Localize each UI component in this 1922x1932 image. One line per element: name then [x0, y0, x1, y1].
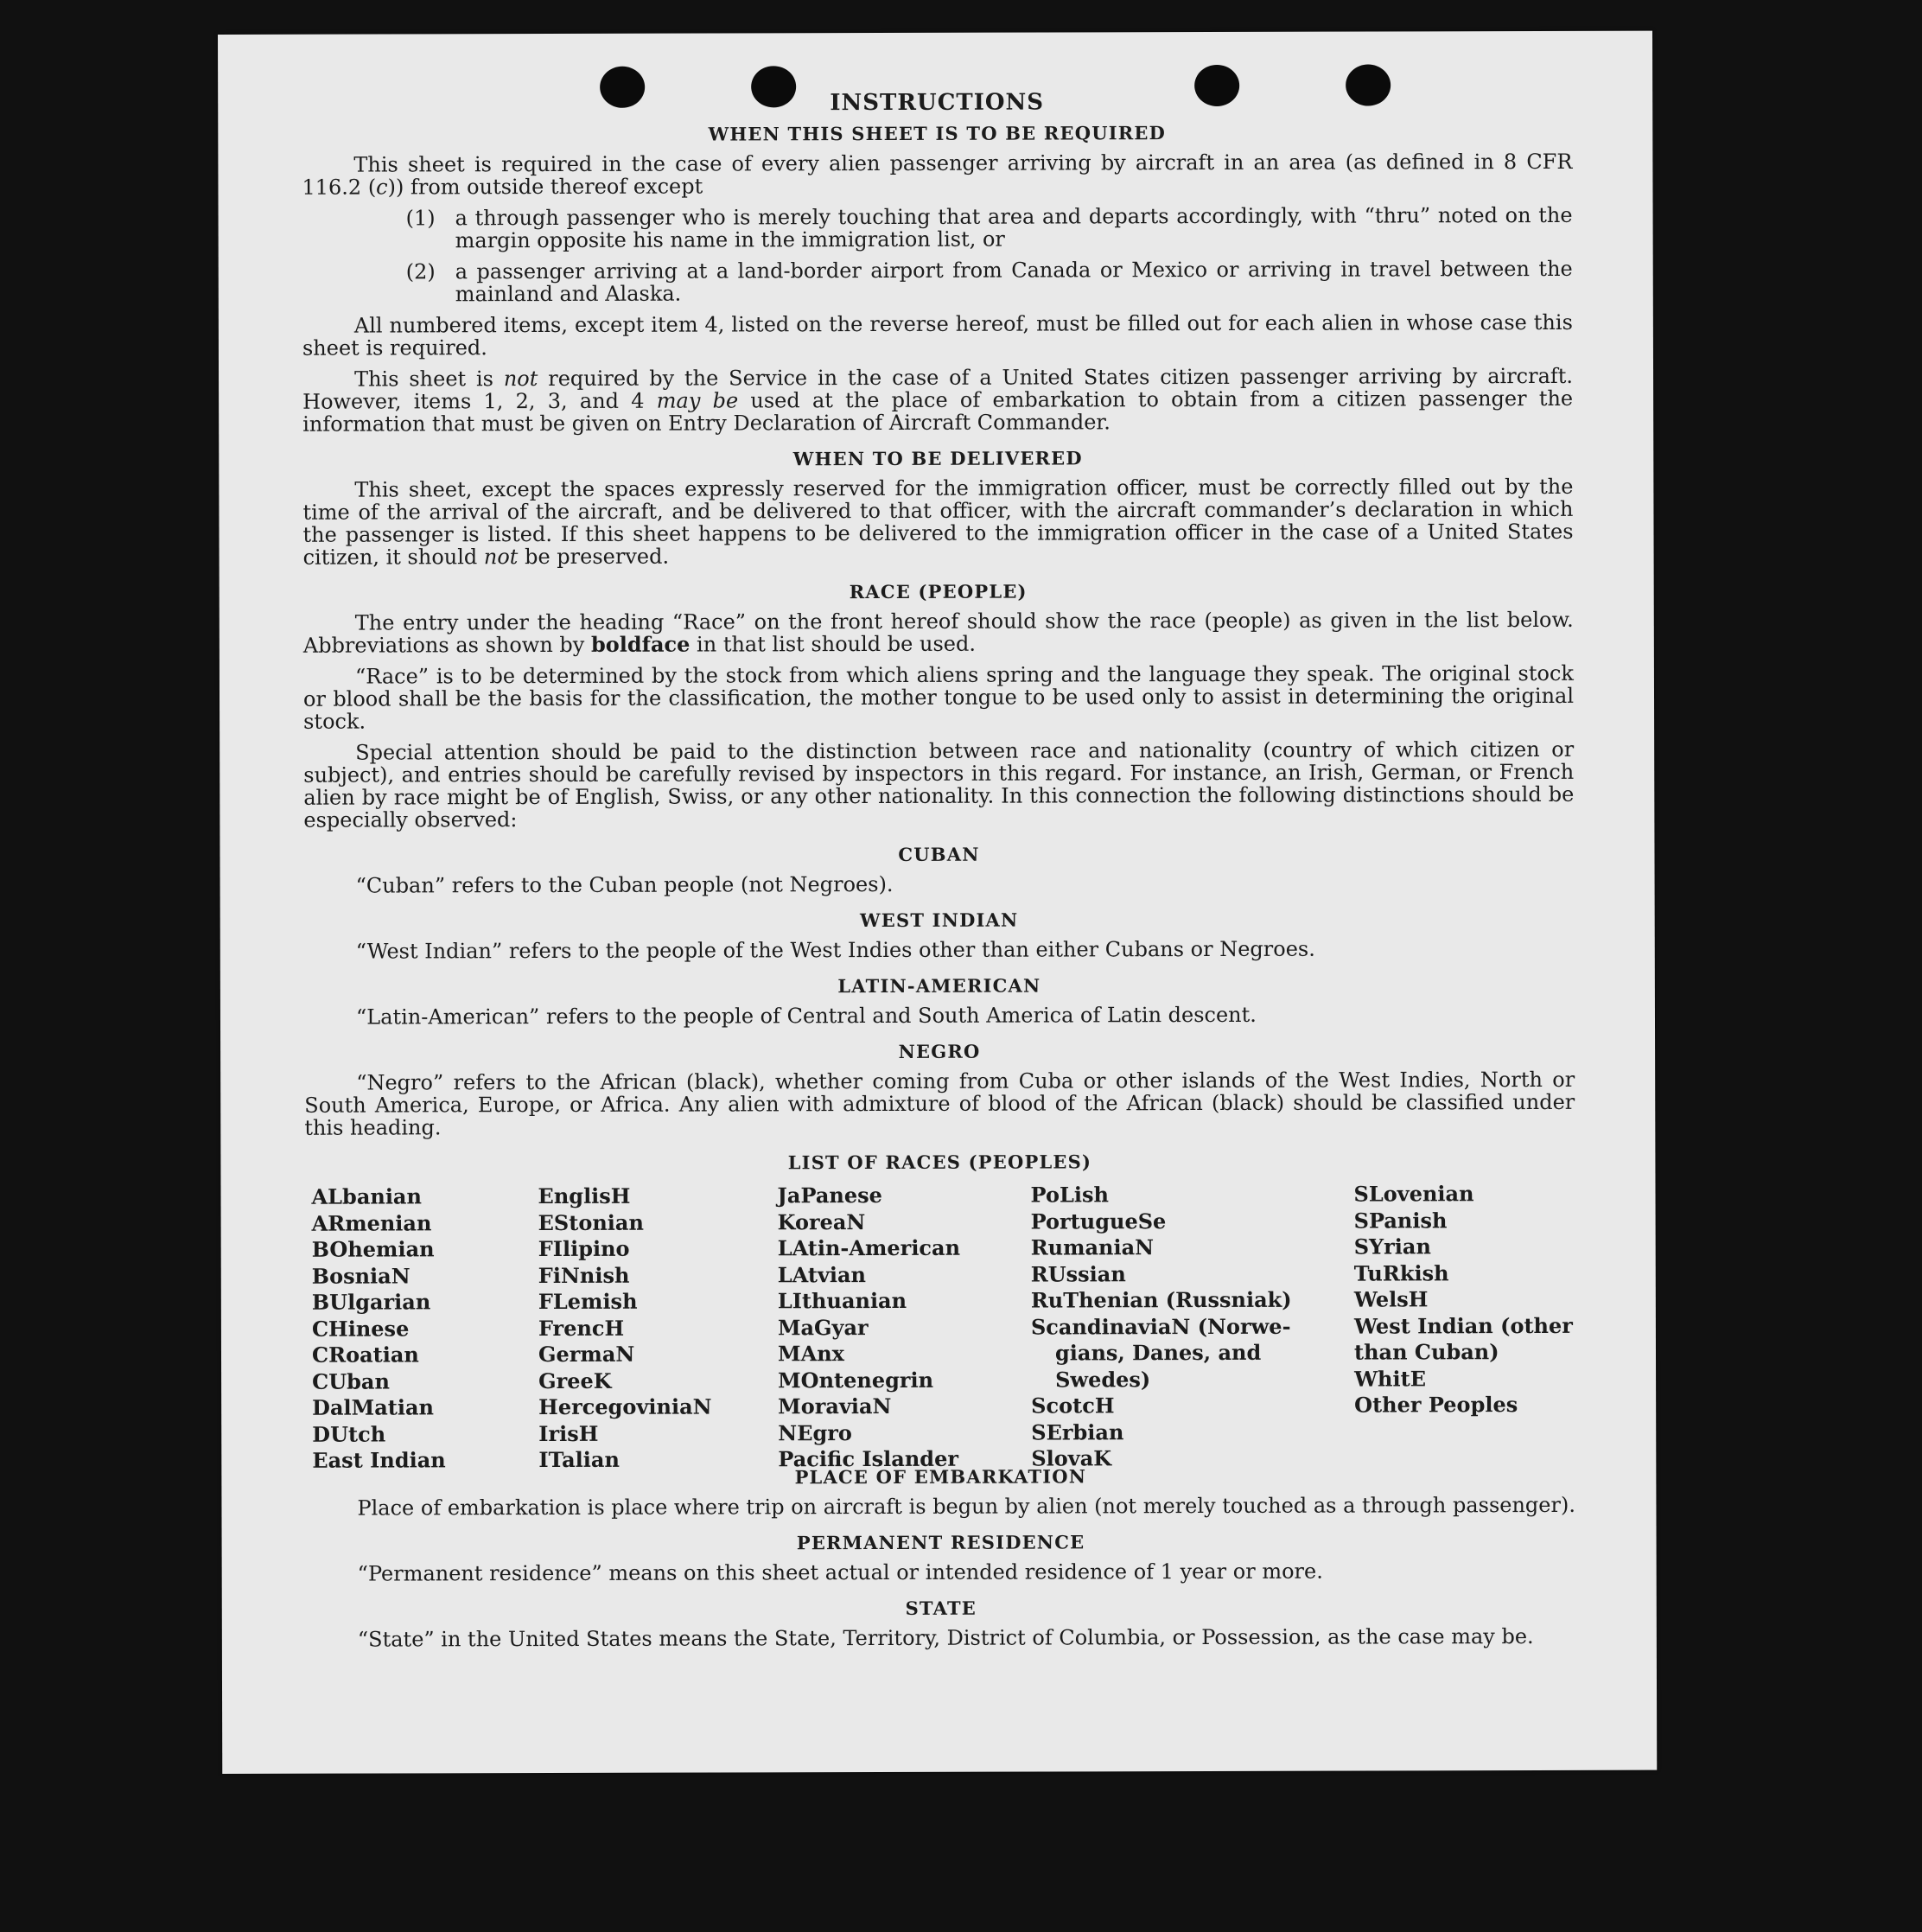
- race-item: MoraviaN: [778, 1393, 892, 1419]
- race-item: RUssian: [1030, 1260, 1126, 1287]
- race-item: FIlipino: [538, 1235, 630, 1262]
- race-item: KoreaN: [777, 1208, 866, 1234]
- paragraph: Place of embarkation is place where trip on aircraft is begun by alien (not merely touched as a through passenger).: [357, 1492, 1575, 1521]
- paragraph: This sheet is not required by the Service in the case of a United States citizen passenger arriving by aircraft. However, items 1, 2, 3, and 4 may be used at the place of embarkation to obtain from a citizen passenger the information that must be given on Entry Declaration of Aircraft Commander.: [302, 363, 1574, 437]
- race-item: Pacific Islander: [778, 1445, 959, 1472]
- race-item: LAtvian: [777, 1261, 867, 1287]
- paragraph: “Latin-American” refers to the people of Central and South America of Latin descent.: [355, 1002, 1257, 1030]
- race-item: gians, Danes, and: [1054, 1339, 1262, 1366]
- section-heading-embarkation: PLACE OF EMBARKATION: [794, 1465, 1087, 1489]
- race-item: SErbian: [1031, 1419, 1124, 1445]
- race-item: than Cuban): [1353, 1339, 1499, 1365]
- races-list: [304, 1181, 1575, 1473]
- race-item: FLemish: [538, 1288, 638, 1315]
- race-item: ALbanian: [311, 1183, 422, 1209]
- section-heading-latin-american: LATIN-AMERICAN: [837, 974, 1041, 998]
- race-item: RumaniaN: [1030, 1234, 1155, 1260]
- section-heading-residence: PERMANENT RESIDENCE: [796, 1531, 1085, 1554]
- paragraph: All numbered items, except item 4, listed on the reverse hereof, must be filled out for each alien in whose case this sheet is required.: [302, 309, 1573, 360]
- race-item: DalMatian: [312, 1394, 435, 1420]
- section-heading-delivered: WHEN TO BE DELIVERED: [792, 447, 1083, 470]
- section-heading-race: RACE (PEOPLE): [849, 580, 1028, 603]
- paragraph: “Race” is to be determined by the stock from which aliens spring and the language they speak. The original stock or blood shall be the basis for the classification, the mother tongue to be used only to assist in determining the original stock.: [302, 660, 1575, 734]
- race-item: GreeK: [538, 1368, 612, 1393]
- race-item: SYrian: [1353, 1234, 1431, 1259]
- race-item: WhitE: [1354, 1365, 1427, 1392]
- section-heading-west-indian: WEST INDIAN: [859, 909, 1019, 932]
- section-heading-cuban: CUBAN: [898, 843, 980, 865]
- races-column-2: [538, 1183, 763, 1473]
- paragraph: “Permanent residence” means on this sheet actual or intended residence of 1 year or more.: [357, 1559, 1323, 1586]
- race-item: FrencH: [538, 1315, 625, 1341]
- race-item: WelsH: [1353, 1286, 1429, 1312]
- race-item: TuRkish: [1353, 1259, 1449, 1286]
- races-column-1: [311, 1183, 519, 1474]
- race-item: DUtch: [312, 1420, 386, 1447]
- race-item: BOhemian: [311, 1236, 435, 1262]
- paragraph: “Negro” refers to the African (black), whether coming from Cuba or other islands of the West Indies, North or South America, Europe, or Africa. Any alien with admixture of blood of the African (black) should be classified under this heading.: [304, 1067, 1575, 1140]
- page-title: INSTRUCTIONS: [830, 89, 1045, 117]
- exception-item-2: (2) a passenger arriving at a land-border airport from Canada or Mexico or arriving in travel between the mainland and Alaska.: [405, 256, 1573, 307]
- section-heading-list-of-races: LIST OF RACES (PEOPLES): [787, 1151, 1092, 1174]
- race-item: CUban: [312, 1368, 390, 1394]
- instructions-body: [302, 90, 1576, 1660]
- section-heading-negro: NEGRO: [898, 1040, 981, 1062]
- race-item: FiNnish: [538, 1262, 630, 1288]
- race-item: EStonian: [538, 1209, 644, 1235]
- race-item: West Indian (other: [1353, 1312, 1573, 1339]
- paragraph: “Cuban” refers to the Cuban people (not Negroes).: [355, 871, 894, 898]
- race-item: Swedes): [1055, 1366, 1151, 1392]
- race-item: RuThenian (Russniak): [1030, 1286, 1292, 1313]
- race-item: ITalian: [538, 1446, 620, 1473]
- race-item: SlovaK: [1031, 1445, 1112, 1471]
- race-item: SPanish: [1353, 1207, 1448, 1234]
- race-item: ScandinaviaN (Norwe-: [1030, 1313, 1291, 1340]
- race-item: CHinese: [311, 1315, 410, 1342]
- paragraph: This sheet is required in the case of every alien passenger arriving by aircraft in an area (as defined in 8 CFR 116.2 (c)) from outside thereof except: [302, 149, 1573, 200]
- paragraph: “State” in the United States means the State, Territory, District of Columbia, or Possession, as the case may be.: [357, 1624, 1534, 1652]
- race-item: PortugueSe: [1030, 1208, 1167, 1234]
- race-item: BosniaN: [311, 1262, 410, 1289]
- race-item: MaGyar: [777, 1314, 869, 1340]
- race-item: JaPanese: [777, 1182, 882, 1208]
- race-item: MOntenegrin: [778, 1367, 934, 1393]
- race-item: HercegoviniaN: [538, 1393, 712, 1420]
- race-item: LAtin-American: [777, 1234, 961, 1261]
- races-column-3: [777, 1183, 1020, 1473]
- race-item: NEgro: [778, 1419, 852, 1445]
- paragraph: “West Indian” refers to the people of the West Indies other than either Cubans or Negroes.: [355, 936, 1315, 964]
- races-column-4: [1030, 1182, 1290, 1472]
- paragraph: Special attention should be paid to the distinction between race and nationality (country of which citizen or subject), and entries should be carefully revised by inspectors in this regard. For instance, an Irish, German, or French alien by race might be of English, Swiss, or any other nationality. In this connection the following distinctions should be especially observed:: [303, 736, 1575, 832]
- race-item: ScotcH: [1031, 1393, 1115, 1419]
- race-item: GermaN: [538, 1341, 635, 1368]
- section-heading-state: STATE: [905, 1597, 977, 1619]
- race-item: PoLish: [1030, 1182, 1109, 1208]
- race-item: MAnx: [777, 1341, 844, 1367]
- section-heading-required: WHEN THIS SHEET IS TO BE REQUIRED: [708, 122, 1167, 145]
- race-item: East Indian: [312, 1447, 446, 1473]
- paragraph: The entry under the heading “Race” on the front hereof should show the race (people) as given in the list below. Abbreviations as shown by boldface in that list should be used.: [302, 607, 1574, 658]
- exception-item-1: (1) a through passenger who is merely touching that area and departs accordingly, with “thru” noted on the margin opposite his name in the immigration list, or: [405, 202, 1573, 253]
- race-item: Other Peoples: [1354, 1392, 1518, 1418]
- race-item: LIthuanian: [777, 1287, 907, 1314]
- races-column-5: [1353, 1181, 1588, 1419]
- paragraph: This sheet, except the spaces expressly reserved for the immigration officer, must be correctly filled out by the time of the arrival of the aircraft, and be delivered to that officer, with the aircraft commander’s declaration in which the passenger is listed. If this sheet happens to be delivered to the immigration officer in the case of a United States citizen, it should not be preserved.: [302, 474, 1574, 570]
- race-item: BUlgarian: [311, 1289, 431, 1315]
- race-item: EnglisH: [538, 1183, 631, 1209]
- race-item: SLovenian: [1353, 1181, 1474, 1207]
- race-item: CRoatian: [311, 1342, 419, 1368]
- document-sheet: [218, 31, 1657, 1774]
- race-item: IrisH: [538, 1420, 599, 1446]
- race-item: ARmenian: [311, 1209, 432, 1236]
